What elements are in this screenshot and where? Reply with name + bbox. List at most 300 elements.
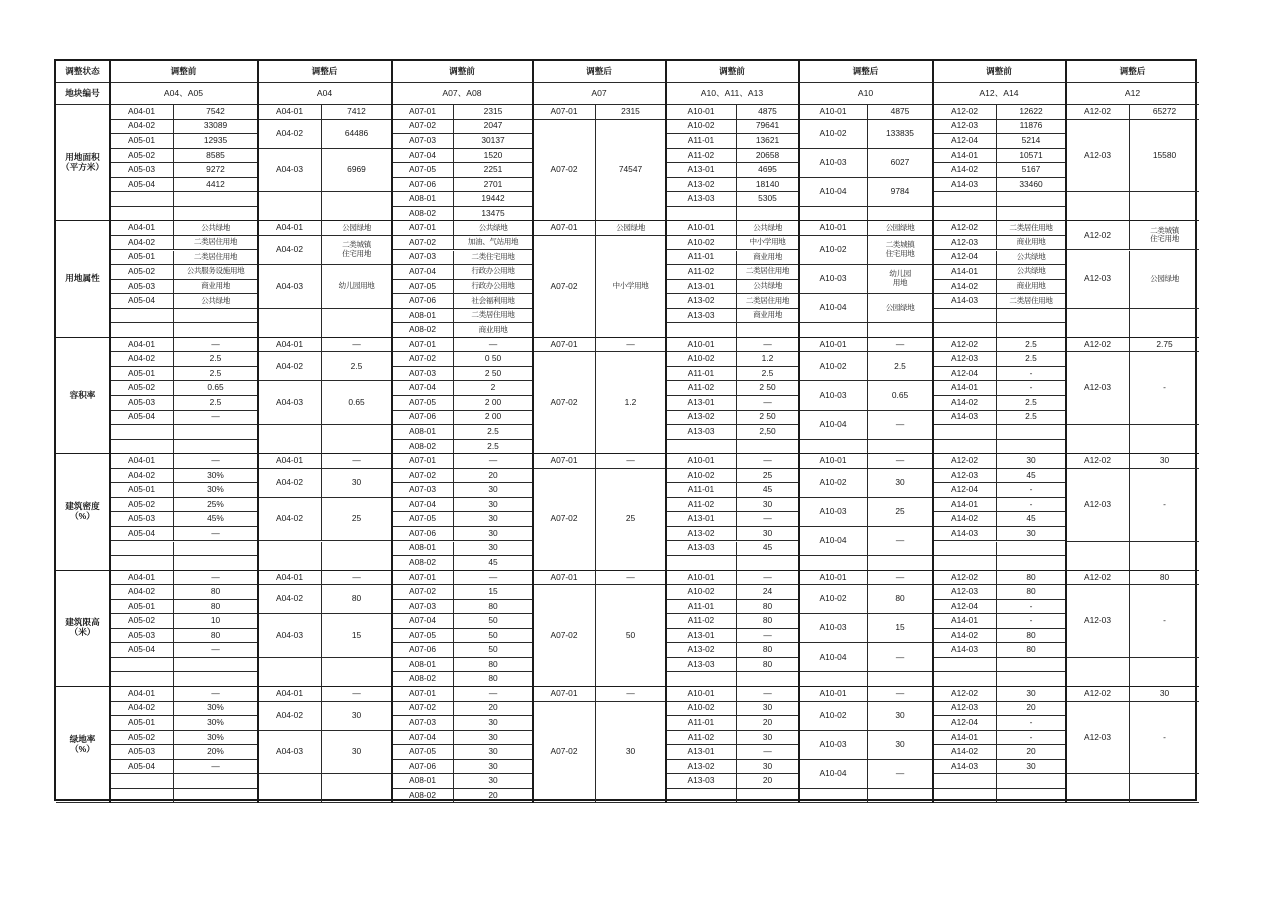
value-cell: 2 [454, 381, 533, 396]
plot-code-cell: A10-02 [666, 120, 737, 135]
plot-code-cell: A10-04 [799, 643, 868, 672]
value-cell: 1520 [454, 149, 533, 164]
plot-code-cell: A07-05 [392, 745, 454, 760]
plot-code-cell: A07-01 [392, 105, 454, 120]
plot-code-cell: A08-02 [392, 440, 454, 455]
plot-code-cell [110, 207, 174, 222]
plot-code-cell: A10-02 [666, 702, 737, 717]
value-cell: 74547 [596, 120, 666, 222]
plot-ids-header-5: A10 [799, 83, 933, 105]
plot-code-cell: A07-01 [392, 221, 454, 236]
value-cell: 80 [737, 600, 799, 615]
plot-code-cell: A12-02 [933, 221, 997, 236]
value-cell: 中小学用地 [596, 236, 666, 338]
value-cell: 4875 [868, 105, 933, 120]
value-cell: 30 [868, 731, 933, 760]
plot-code-cell: A10-01 [799, 687, 868, 702]
value-cell: 20 [454, 789, 533, 803]
value-cell: 45 [737, 483, 799, 498]
plot-code-cell: A10-03 [799, 498, 868, 527]
plot-code-cell: A04-01 [258, 687, 322, 702]
value-cell: 2315 [596, 105, 666, 120]
value-cell: 0.65 [868, 381, 933, 410]
plot-code-cell: A07-05 [392, 163, 454, 178]
value-cell: 公园绿地 [1130, 251, 1199, 309]
plot-code-cell: A05-02 [110, 731, 174, 746]
plot-code-cell: A12-04 [933, 600, 997, 615]
plot-code-cell [258, 658, 322, 687]
plot-code-cell: A04-01 [110, 221, 174, 236]
plot-code-cell: A05-04 [110, 411, 174, 426]
value-cell: - [997, 367, 1066, 382]
value-cell: 2.5 [174, 396, 258, 411]
plot-code-cell: A07-05 [392, 280, 454, 295]
plot-code-cell: A14-01 [933, 265, 997, 280]
plot-code-cell [258, 425, 322, 454]
plot-code-cell: A10-01 [666, 338, 737, 353]
plot-code-cell [1066, 425, 1130, 454]
value-cell: 30 [454, 512, 533, 527]
plot-code-cell: A12-02 [1066, 105, 1130, 120]
plot-code-cell: A07-02 [533, 352, 596, 454]
value-cell: — [737, 571, 799, 586]
plot-code-cell: A07-06 [392, 643, 454, 658]
plot-code-cell: A05-01 [110, 367, 174, 382]
plot-code-cell: A12-03 [1066, 585, 1130, 658]
plot-code-cell: A05-04 [110, 178, 174, 193]
value-cell [1130, 658, 1199, 687]
plot-code-cell [933, 774, 997, 789]
value-cell: 30 [454, 774, 533, 789]
plot-code-cell: A04-02 [110, 702, 174, 717]
value-cell: 商业用地 [454, 323, 533, 338]
plot-code-cell [799, 440, 868, 455]
value-cell [868, 672, 933, 687]
plot-code-cell: A04-01 [258, 221, 322, 236]
plot-code-cell [933, 425, 997, 440]
value-cell: 80 [1130, 571, 1199, 586]
value-cell: 18140 [737, 178, 799, 193]
plot-ids-header-3: A07 [533, 83, 666, 105]
plot-code-cell: A13-03 [666, 425, 737, 440]
plot-code-cell: A12-02 [933, 338, 997, 353]
plot-code-cell [799, 207, 868, 222]
group-divider [665, 61, 667, 803]
value-cell: 二类城镇 住宅用地 [868, 236, 933, 265]
value-cell: 2 00 [454, 396, 533, 411]
plot-code-cell: A10-02 [799, 585, 868, 614]
value-cell: 公园绿地 [596, 221, 666, 236]
plot-code-cell [1066, 192, 1130, 221]
value-cell: 30 [868, 702, 933, 731]
value-cell: 30% [174, 469, 258, 484]
value-cell: 2047 [454, 120, 533, 135]
plot-code-cell: A07-06 [392, 527, 454, 542]
plot-code-cell: A07-01 [392, 571, 454, 586]
value-cell: — [174, 571, 258, 586]
status-header-5: 调整后 [799, 61, 933, 83]
plot-ids-header-6: A12、A14 [933, 83, 1066, 105]
plot-code-cell: A07-06 [392, 294, 454, 309]
value-cell: 2.5 [868, 352, 933, 381]
plot-ids-header-4: A10、A11、A13 [666, 83, 799, 105]
status-header-1: 调整后 [258, 61, 392, 83]
plot-code-cell: A10-04 [799, 294, 868, 323]
plot-code-cell: A04-03 [258, 731, 322, 775]
value-cell: 2251 [454, 163, 533, 178]
plot-code-cell: A07-02 [392, 236, 454, 251]
plot-code-cell: A12-03 [1066, 469, 1130, 542]
plot-code-cell: A04-02 [258, 469, 322, 498]
plot-code-cell: A13-01 [666, 512, 737, 527]
value-cell: 10 [174, 614, 258, 629]
plot-code-cell: A13-02 [666, 411, 737, 426]
plot-code-cell: A14-01 [933, 498, 997, 513]
plot-code-cell: A12-02 [933, 454, 997, 469]
section-label: 建筑密度 （%） [56, 454, 110, 570]
plot-code-cell: A12-03 [1066, 352, 1130, 425]
value-cell: - [997, 716, 1066, 731]
value-cell: — [737, 745, 799, 760]
value-cell: 30 [737, 760, 799, 775]
plot-code-cell [1066, 309, 1130, 338]
value-cell: 2 50 [737, 411, 799, 426]
plot-code-cell: A14-02 [933, 512, 997, 527]
plot-code-cell [110, 672, 174, 687]
plot-code-cell: A10-02 [666, 352, 737, 367]
plot-code-cell [1066, 774, 1130, 803]
value-cell: 5305 [737, 192, 799, 207]
plot-id-header-label: 地块编号 [56, 83, 110, 105]
plot-code-cell: A14-02 [933, 280, 997, 295]
plot-code-cell: A05-04 [110, 760, 174, 775]
value-cell [868, 207, 933, 222]
plot-code-cell: A04-02 [258, 585, 322, 614]
plot-code-cell [258, 774, 322, 803]
plot-code-cell: A10-04 [799, 760, 868, 789]
value-cell [997, 207, 1066, 222]
value-cell: — [737, 396, 799, 411]
value-cell [997, 658, 1066, 673]
value-cell [174, 672, 258, 687]
plot-code-cell: A13-01 [666, 163, 737, 178]
value-cell: 24 [737, 585, 799, 600]
plot-code-cell: A14-03 [933, 294, 997, 309]
value-cell: — [596, 454, 666, 469]
value-cell: — [737, 629, 799, 644]
plot-code-cell: A07-01 [533, 454, 596, 469]
value-cell: — [868, 338, 933, 353]
value-cell: 30 [454, 716, 533, 731]
value-cell: — [174, 411, 258, 426]
plot-code-cell: A07-02 [533, 120, 596, 222]
value-cell: 2 50 [454, 367, 533, 382]
plot-code-cell: A07-04 [392, 498, 454, 513]
value-cell: 30 [454, 483, 533, 498]
plot-code-cell: A10-01 [799, 338, 868, 353]
value-cell: — [737, 454, 799, 469]
value-cell: 50 [454, 629, 533, 644]
plot-code-cell: A07-01 [392, 338, 454, 353]
plot-code-cell: A08-02 [392, 323, 454, 338]
value-cell [737, 323, 799, 338]
value-cell: 公共绿地 [174, 221, 258, 236]
value-cell: 加油、气站用地 [454, 236, 533, 251]
adjustment-table [54, 59, 1197, 801]
value-cell: 30 [454, 498, 533, 513]
plot-code-cell: A04-01 [258, 571, 322, 586]
plot-code-cell: A10-03 [799, 731, 868, 760]
plot-code-cell: A13-03 [666, 309, 737, 324]
plot-code-cell: A07-03 [392, 367, 454, 382]
plot-code-cell: A13-02 [666, 760, 737, 775]
plot-code-cell: A04-01 [258, 338, 322, 353]
plot-code-cell [110, 556, 174, 571]
value-cell: 2315 [454, 105, 533, 120]
value-cell: 30 [997, 760, 1066, 775]
value-cell [174, 192, 258, 207]
plot-code-cell [799, 672, 868, 687]
plot-code-cell [799, 789, 868, 803]
value-cell: 15 [454, 585, 533, 600]
value-cell: 80 [454, 658, 533, 673]
plot-code-cell: A12-03 [933, 585, 997, 600]
plot-code-cell: A14-01 [933, 731, 997, 746]
value-cell: 7542 [174, 105, 258, 120]
plot-code-cell: A07-02 [392, 585, 454, 600]
value-cell: 1.2 [737, 352, 799, 367]
plot-code-cell: A12-02 [933, 571, 997, 586]
value-cell: — [174, 338, 258, 353]
value-cell: 64486 [322, 120, 392, 149]
plot-code-cell: A14-01 [933, 614, 997, 629]
value-cell: - [997, 614, 1066, 629]
value-cell: 30 [737, 702, 799, 717]
plot-code-cell [666, 556, 737, 571]
value-cell: 50 [454, 614, 533, 629]
plot-code-cell: A14-02 [933, 163, 997, 178]
plot-code-cell: A04-03 [258, 149, 322, 193]
plot-code-cell: A14-03 [933, 527, 997, 542]
plot-code-cell [933, 323, 997, 338]
value-cell: 30 [1130, 454, 1199, 469]
plot-code-cell: A04-02 [258, 120, 322, 149]
plot-code-cell: A07-06 [392, 411, 454, 426]
value-cell: 幼儿园 用地 [868, 265, 933, 294]
plot-code-cell: A07-02 [392, 120, 454, 135]
plot-code-cell: A07-02 [392, 352, 454, 367]
plot-code-cell: A04-01 [110, 454, 174, 469]
value-cell: 商业用地 [737, 251, 799, 266]
plot-code-cell: A04-02 [110, 120, 174, 135]
plot-code-cell: A11-02 [666, 731, 737, 746]
plot-code-cell: A12-03 [1066, 251, 1130, 309]
value-cell: — [737, 512, 799, 527]
plot-code-cell: A08-02 [392, 789, 454, 803]
plot-code-cell: A04-02 [110, 585, 174, 600]
plot-code-cell: A08-02 [392, 556, 454, 571]
value-cell [322, 658, 392, 687]
plot-code-cell [110, 542, 174, 557]
value-cell: 行政办公用地 [454, 280, 533, 295]
plot-code-cell: A07-02 [533, 236, 596, 338]
value-cell: 50 [454, 643, 533, 658]
plot-code-cell: A07-02 [533, 702, 596, 803]
plot-code-cell: A07-05 [392, 512, 454, 527]
value-cell: — [174, 527, 258, 542]
value-cell: 19442 [454, 192, 533, 207]
value-cell: - [1130, 469, 1199, 542]
value-cell: - [997, 498, 1066, 513]
value-cell [997, 774, 1066, 789]
value-cell: 25 [322, 498, 392, 542]
value-cell: 20 [737, 774, 799, 789]
value-cell: 13621 [737, 134, 799, 149]
plot-code-cell: A04-01 [110, 571, 174, 586]
value-cell [174, 556, 258, 571]
value-cell: — [322, 454, 392, 469]
plot-code-cell [933, 672, 997, 687]
value-cell: 45 [997, 469, 1066, 484]
plot-code-cell: A07-03 [392, 716, 454, 731]
value-cell: — [868, 411, 933, 440]
value-cell: 5214 [997, 134, 1066, 149]
value-cell: 0.65 [322, 381, 392, 425]
value-cell: 30 [596, 702, 666, 803]
plot-code-cell [666, 672, 737, 687]
group-divider [1065, 61, 1067, 803]
plot-code-cell: A05-03 [110, 163, 174, 178]
plot-code-cell: A04-02 [110, 236, 174, 251]
value-cell: 30 [737, 527, 799, 542]
plot-code-cell: A05-02 [110, 265, 174, 280]
value-cell: 20 [454, 702, 533, 717]
value-cell: 二类居住用地 [174, 236, 258, 251]
value-cell: 公共绿地 [737, 280, 799, 295]
plot-code-cell: A10-02 [666, 585, 737, 600]
plot-code-cell: A10-02 [666, 469, 737, 484]
plot-code-cell: A11-02 [666, 149, 737, 164]
plot-code-cell: A11-01 [666, 716, 737, 731]
plot-code-cell: A08-01 [392, 192, 454, 207]
value-cell: 公共绿地 [737, 221, 799, 236]
value-cell: 80 [454, 600, 533, 615]
plot-code-cell: A12-03 [1066, 702, 1130, 775]
plot-code-cell [933, 542, 997, 557]
plot-code-cell: A05-04 [110, 643, 174, 658]
value-cell: 20 [997, 745, 1066, 760]
value-cell [1130, 425, 1199, 454]
value-cell: - [997, 731, 1066, 746]
plot-code-cell: A04-01 [110, 338, 174, 353]
plot-code-cell: A12-03 [1066, 120, 1130, 193]
plot-code-cell: A12-03 [933, 702, 997, 717]
plot-code-cell: A07-04 [392, 265, 454, 280]
value-cell: 中小学用地 [737, 236, 799, 251]
value-cell [174, 542, 258, 557]
plot-code-cell [933, 207, 997, 222]
value-cell [997, 425, 1066, 440]
plot-code-cell: A13-02 [666, 527, 737, 542]
plot-code-cell: A12-02 [933, 687, 997, 702]
group-divider [257, 61, 259, 803]
plot-code-cell: A05-03 [110, 629, 174, 644]
value-cell [868, 789, 933, 803]
plot-code-cell: A04-02 [258, 498, 322, 542]
value-cell: - [997, 483, 1066, 498]
plot-code-cell: A12-02 [1066, 571, 1130, 586]
value-cell: 幼儿园用地 [322, 265, 392, 309]
value-cell: 2.5 [174, 352, 258, 367]
value-cell: — [174, 643, 258, 658]
plot-code-cell [933, 556, 997, 571]
plot-code-cell: A08-02 [392, 207, 454, 222]
plot-code-cell: A14-03 [933, 760, 997, 775]
value-cell [1130, 774, 1199, 803]
plot-code-cell: A14-02 [933, 396, 997, 411]
plot-code-cell: A11-01 [666, 600, 737, 615]
status-header-6: 调整前 [933, 61, 1066, 83]
value-cell [174, 425, 258, 440]
plot-code-cell: A08-01 [392, 658, 454, 673]
value-cell: 二类居住用地 [997, 221, 1066, 236]
plot-code-cell: A10-02 [666, 236, 737, 251]
plot-code-cell [933, 789, 997, 803]
value-cell [174, 309, 258, 324]
value-cell: 80 [737, 658, 799, 673]
status-header-7: 调整后 [1066, 61, 1199, 83]
plot-code-cell: A04-02 [258, 236, 322, 265]
value-cell: 2.5 [322, 352, 392, 381]
plot-code-cell: A14-01 [933, 149, 997, 164]
group-divider [932, 61, 934, 803]
plot-code-cell: A07-06 [392, 760, 454, 775]
plot-code-cell: A07-05 [392, 396, 454, 411]
plot-code-cell: A10-03 [799, 265, 868, 294]
plot-code-cell: A13-03 [666, 774, 737, 789]
value-cell: 8585 [174, 149, 258, 164]
value-cell: 社会福利用地 [454, 294, 533, 309]
value-cell: 20658 [737, 149, 799, 164]
plot-code-cell: A10-01 [666, 221, 737, 236]
plot-code-cell: A04-02 [110, 352, 174, 367]
plot-code-cell: A08-01 [392, 542, 454, 557]
value-cell: 30 [454, 745, 533, 760]
group-divider [532, 61, 534, 803]
section-label: 绿地率 （%） [56, 687, 110, 803]
value-cell: 15580 [1130, 120, 1199, 193]
value-cell: 80 [737, 643, 799, 658]
value-cell: — [322, 338, 392, 353]
plot-code-cell: A13-02 [666, 178, 737, 193]
value-cell: 30 [1130, 687, 1199, 702]
plot-code-cell: A05-01 [110, 600, 174, 615]
value-cell [868, 440, 933, 455]
plot-code-cell: A12-02 [1066, 687, 1130, 702]
value-cell: 4412 [174, 178, 258, 193]
plot-code-cell: A07-03 [392, 483, 454, 498]
plot-code-cell: A11-02 [666, 265, 737, 280]
value-cell: 80 [868, 585, 933, 614]
value-cell [737, 440, 799, 455]
plot-code-cell: A08-01 [392, 309, 454, 324]
value-cell: — [174, 454, 258, 469]
plot-code-cell: A07-04 [392, 381, 454, 396]
value-cell: — [868, 687, 933, 702]
value-cell: 80 [322, 585, 392, 614]
value-cell: - [997, 600, 1066, 615]
value-cell: 2.5 [454, 440, 533, 455]
